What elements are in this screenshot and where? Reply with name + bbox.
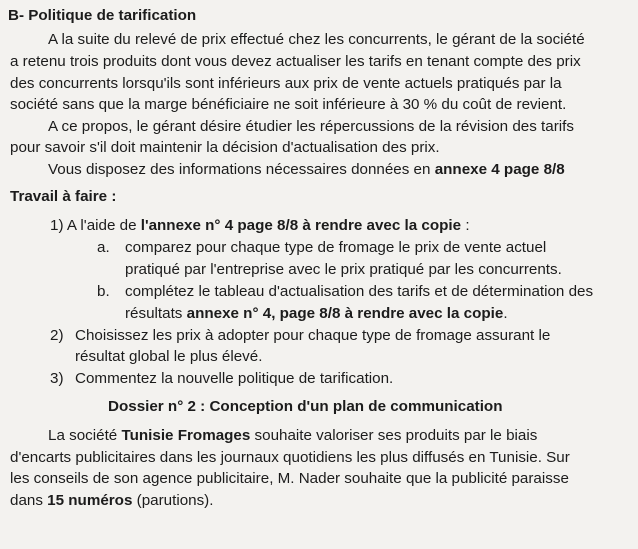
dossier-2-line-3: les conseils de son agence publicitaire, M. Nader souhaite que la publicité paraisse (10, 470, 569, 487)
annexe-reference: annexe 4 page 8/8 (434, 161, 565, 178)
question-2-line-2: résultat global le plus élevé. (75, 348, 263, 365)
dossier-2-line-2: d'encarts publicitaires dans les journaux quotidiens les plus diffusés en Tunisie. Sur (10, 449, 570, 466)
question-1-number: 1) (50, 217, 64, 234)
question-2-number: 2) (50, 327, 64, 344)
item-a-letter: a. (97, 239, 110, 256)
item-a-line-2: pratiqué par l'entreprise avec le prix pratiqué par les concurrents. (125, 261, 562, 278)
paragraph-3 (48, 160, 565, 180)
item-a-line-1: comparez pour chaque type de fromage le prix de vente actuel (125, 239, 547, 256)
item-b-line-1: complétez le tableau d'actualisation des tarifs et de détermination des (125, 283, 594, 300)
question-3-text: Commentez la nouvelle politique de tarification. (75, 370, 394, 387)
question-1 (50, 216, 470, 236)
question-1-text: A l'aide de (66, 217, 141, 234)
item-b-line-2 (125, 304, 508, 324)
question-3-number: 3) (50, 370, 64, 387)
item-b-line-2-tail: . (503, 305, 508, 322)
dossier-2-line-1 (48, 426, 537, 446)
section-b-title: B- Politique de tarification (8, 7, 197, 24)
paragraph-3-text: Vous disposez des informations nécessaires données en (48, 161, 435, 178)
travail-title: Travail à faire : (10, 188, 117, 205)
paragraph-1-line-4: société sans que la marge bénéficiaire ne soit inférieure à 30 % du coût de revient. (10, 96, 567, 113)
issue-count: 15 numéros (47, 492, 133, 509)
dossier-2-line-1-b: souhaite valoriser ses produits par le biais (250, 427, 538, 444)
paragraph-1-line-3: des concurrents lorsqu'ils sont inférieurs aux prix de vente actuels pratiqués par la (10, 75, 562, 92)
paragraph-1-line-1: A la suite du relevé de prix effectué chez les concurrents, le gérant de la société (48, 31, 585, 48)
question-1-annexe: l'annexe n° 4 page 8/8 à rendre avec la copie (140, 217, 462, 234)
dossier-2-line-4-a: dans (10, 492, 48, 509)
paragraph-2-line-2: pour savoir s'il doit maintenir la décision d'actualisation des prix. (10, 139, 440, 156)
dossier-2-title: Dossier n° 2 : Conception d'un plan de communication (108, 398, 503, 415)
dossier-2-line-1-a: La société (48, 427, 122, 444)
dossier-2-line-4-b: (parutions). (132, 492, 214, 509)
question-1-tail: : (461, 217, 470, 234)
company-name: Tunisie Fromages (121, 427, 251, 444)
paragraph-2-line-1: A ce propos, le gérant désire étudier les répercussions de la révision des tarifs (48, 118, 574, 135)
paragraph-1-line-2: a retenu trois produits dont vous devez actualiser les tarifs en tenant compte des prix (10, 53, 581, 70)
item-b-annexe: annexe n° 4, page 8/8 à rendre avec la copie (186, 305, 504, 322)
question-2-line-1: Choisissez les prix à adopter pour chaque type de fromage assurant le (75, 327, 551, 344)
dossier-2-line-4 (10, 491, 213, 511)
item-b-line-2-text: résultats (125, 305, 187, 322)
item-b-letter: b. (97, 283, 110, 300)
